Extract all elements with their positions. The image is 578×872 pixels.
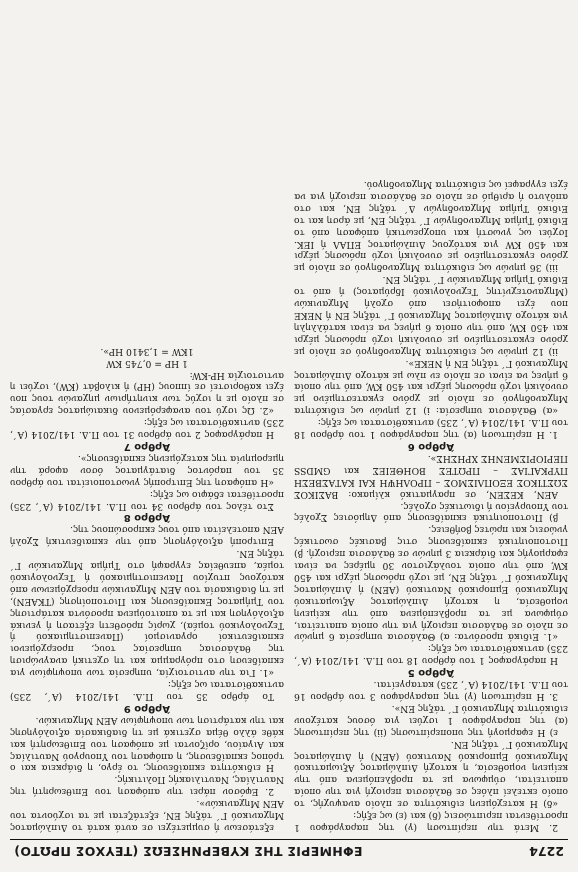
formula-line: 1 HP = 0,745 KW [106, 357, 188, 369]
paragraph: «α) Θαλάσσια υπηρεσία: i) 12 μηνών ως ειδικότητα Μηχανοδηγού σε πλοίο με χρόνο εγκατεστημένο με συνολική ισχύ πρόωσης μέχρι και 450 KW, από την οποία 6 μήνες να είναι σε πλοίο εν πλω με κάτοχο Διπλώματος Μηχανικού Γ΄ τάξης ΕΝ ή ΝΕΚΕ». [294, 357, 568, 417]
paragraph: «δ) Η κατεχόμενη ειδικότητα σε πλοίο αναψυχής, το οποίο εκτελεί πλόες σε θαλάσσια περιοχή για την οποία απαιτείται, σύμφωνα με τα προβλεπόμενα από την κείμενη νομοθεσία, η κατοχή Διπλώματος Αξιωματικού Μηχανικού Εμπορικού Ναυτικού (ΑΕΝ) ή Διπλώματος Μηχανικού Γ΄ τάξης ΕΝ. [294, 738, 568, 810]
paragraph: Η ειδικότητα εκπαίδευσης, το έργο, η διάρκεια και ο τρόπος εκπαίδευσης, η απόφαση του Υπουργού Ναυτιλίας και Αιγαίου, ορίζονται με απόφαση του Επιθεωρητή και κάθε άλλο θέμα σχετικά με τη διαδικασία αξιολόγησης και την κατάρτιση των υποψηφίων ΑΕΝ Μηχανικών. [10, 714, 284, 774]
paragraph: Η παράγραφος 1 του άρθρου 18 του Π.Δ. 141/2014 (Α΄, 235) αντικαθίσταται ως εξής: [294, 643, 568, 667]
paragraph: «2. Ως ισχύ του αναφερόμενου δικαιώματος εργασίας σε πλοίο με η ισχύς των κινητήριων μηχανών τους που έχει καθοριστεί σε ίππους (HP) ή κιλοβάτ (KW), ισχύει η αντιστοιχία HP-KW: [10, 369, 284, 417]
article-heading: Άρθρο 9 [123, 702, 171, 714]
paragraph: «1. Για την αντιστοιχία, υπηρεσία των υποψηφίων για εκπαίδευση στο πρόγραμμα και τη σχετική αναγνώριση της θαλάσσιας υπηρεσίας τους, προερχόμενοι εκπαιδευτικοί οργανισμοί (Πανεπιστημιακού ή Τεχνολογικού τομέα), χωρίς πρόσθετη εξέταση ή γενικά αξιολόγηση και με τα απαιτούμενα προσόντα κατάρτισης του Τμήματος Εκπαίδευσης και Πιστοποίησης (ΤΚΑΕΝ), με τη διαδικασία του ΑΕΝ Μηχανικών προερχόμενων από κατόχους πτυχίου Πανεπιστημιακού ή Τεχνολογικού τομέα, απευθείας εγγραφή στο Τμήμα Μηχανικών Γ΄ τάξης ΕΝ. [10, 548, 284, 679]
paragraph: «Η απόφαση της Επιτροπής γνωστοποιείται του άρθρου 35 του παρόντος διατάγματος όσον αφορά την ημερομηνία της κατεχόμενης εκπαίδευσης». [10, 452, 284, 488]
paragraph: ΑΕΝ, ΚΕΣΕΝ, σε πραγματικό κλίμακο: ΒΑΣΙΚΟΣ ΣΩΣΤΙΚΟΣ ΕΞΟΠΛΙΣΜΟΣ – ΠΡΟΛΗΨΗ ΚΑΙ ΚΑΤΑΣΒΕΣΗ ΠΥΡΚΑΓΙΑΣ – ΠΡΩΤΕΣ ΒΟΗΘΕΙΕΣ και GMDSS ΠΕΡΙΟΡΙΣΜΕΝΗΣ ΧΡΗΣΗΣ». [294, 452, 568, 500]
paragraph: «1. Ειδικά προσόντα: α) Θαλάσσια υπηρεσία 6 μηνών σε πλοίο σε θαλάσσια περιοχή για την οποία απαιτείται, σύμφωνα με τα προβλεπόμενα από την κείμενη νομοθεσία, η κατοχή Διπλώματος Αξιωματικού Μηχανικού Εμπορικού Ναυτικού (ΑΕΝ) ή Διπλώματος Μηχανικού Γ΄ τάξης ΕΝ, με ισχύ πρόωσης μέχρι και 450 KW, από την οποία τουλάχιστον 30 ημέρες να είναι εφαρμογής και διάρκεια 3 μηνών σε θαλάσσια περιοχή. β) Πιστοποιητικά εκπαίδευσης στις βασικές σωστικές γνώσεις και πρώτες βοήθειες. [294, 524, 568, 643]
paragraph: Στο τέλος του άρθρου 34 του Π.Δ. 141/2014 (Α΄, 235) προστίθεται εδάφιο ως εξής: [10, 488, 284, 512]
paragraph: Η παράγραφος 2 του άρθρου 31 του Π.Δ. 141/2014 (Α΄, 235) αντικαθίσταται ως εξής: [10, 417, 284, 441]
formula-line: 1KW = 1,3410 HP». [100, 345, 194, 357]
paragraph: iii) 36 μηνών ως ειδικότητα Μηχανοδηγού σε πλοίο με χρόνο εγκατεστημένο με συνολική ισχύ πρόωσης μέχρι και 450 KW για κατόχους Διπλώματος ΕΠΑΛ ή ΙΕΚ. Ισχύει ως γνωστή και υποχρεωτική απόφαση από το Ειδικό Τμήμα Μηχανοδηγών Γ΄ τάξης ΕΝ, με άρση και το Ειδικό Τμήμα Μηχανοδηγών Δ΄ τάξης ΕΝ, και στο απόλυτο ή αριθμό σε πλοίο σε θαλάσσια περιοχή για να έχει εγγραφεί ως ειδικότητα Μηχανοδηγού. [294, 179, 568, 274]
article-heading: Άρθρο 7 [123, 441, 171, 452]
left-column [294, 3, 568, 833]
paragraph: β) Πιστοποιητικά εκπαίδευσης από Δημόσιες Σχολές του Υπουργείου ή ιδιωτικές σχολές. [294, 500, 568, 524]
paragraph: 1. Η περίπτωση (α) της παραγράφου 1 του άρθρου 18 του Π.Δ. 141/2014 (Α΄, 235) αντικαθίσταται ως εξής: [294, 417, 568, 441]
paragraph: 2. Εφόσον πάρει την απόφαση του Επιθεωρητή της Ναυτιλίας, Ναυτιλιακής Πολιτικής. [10, 774, 284, 798]
article-heading: Άρθρο 5 [407, 667, 455, 679]
paragraph: 2. Μετά την περίπτωση (γ) της παραγράφου 1 προστίθενται περιπτώσεις (δ) και (ε) ως εξής: [294, 810, 568, 833]
article-heading: Άρθρο 6 [407, 441, 455, 452]
paragraph: Επιτροπή αξιολόγησης από την εκπαιδευτική Σχολή ΑΕΝ αποτελείται από τους εκπροσώπους της. [10, 524, 284, 548]
paragraph: Το άρθρο 35 του Π.Δ. 141/2014 (Α΄, 235) αντικαθίσταται ως εξής: [10, 679, 284, 703]
page-header [10, 839, 568, 864]
right-column [10, 3, 284, 833]
paragraph: εξετάσεων ή συμμετέχει σε αυτά κατά το Διπλώματος Μηχανικού Γ΄ τάξης ΕΝ, εξετάζεται με τα ισχύοντα του ΑΕΝ Μηχανικών». [10, 798, 284, 833]
paragraph: ε) Η εφαρμογή της υποπερίπτωσης (ii) της περίπτωσης (α) της παραγράφου 1 ισχύει για όσους κατέχουν ειδικότητα Μηχανικού Γ΄ τάξης ΕΝ». [294, 702, 568, 738]
paragraph: 3. Η περίπτωση (γ) της παραγράφου 3 του άρθρου 16 του Π.Δ. 141/2014 (Α΄, 235) καταργείται. [294, 679, 568, 703]
text-columns [10, 3, 568, 833]
article-heading: Άρθρο 8 [123, 512, 171, 524]
page-number: 2274 [529, 844, 564, 859]
paragraph: ii) 12 μηνών ως ειδικότητα Μηχανοδηγού σε πλοίο με χρόνο εγκατεστημένο με συνολική ισχύ πρόωσης μέχρι και 450 KW, από την οποία 6 μήνες να είναι κατάλληλη για κάτοχο Διπλώματος Μηχανικού Γ΄ τάξης ΕΝ ή ΝΕΚΕ που έχει αποφοιτήσει από σχολή Μηχανικών (Μηχανοτεχνίτης Τεχνολογικού Ιδρύματος) ή από το Ειδικό Τμήμα Μηχανικών Γ΄ τάξης ΕΝ. [294, 274, 568, 357]
gazette-title: ΕΦΗΜΕΡΙΣ ΤΗΣ ΚΥΒΕΡΝΗΣΕΩΣ (ΤΕΥΧΟΣ ΠΡΩΤΟ) [14, 844, 363, 859]
